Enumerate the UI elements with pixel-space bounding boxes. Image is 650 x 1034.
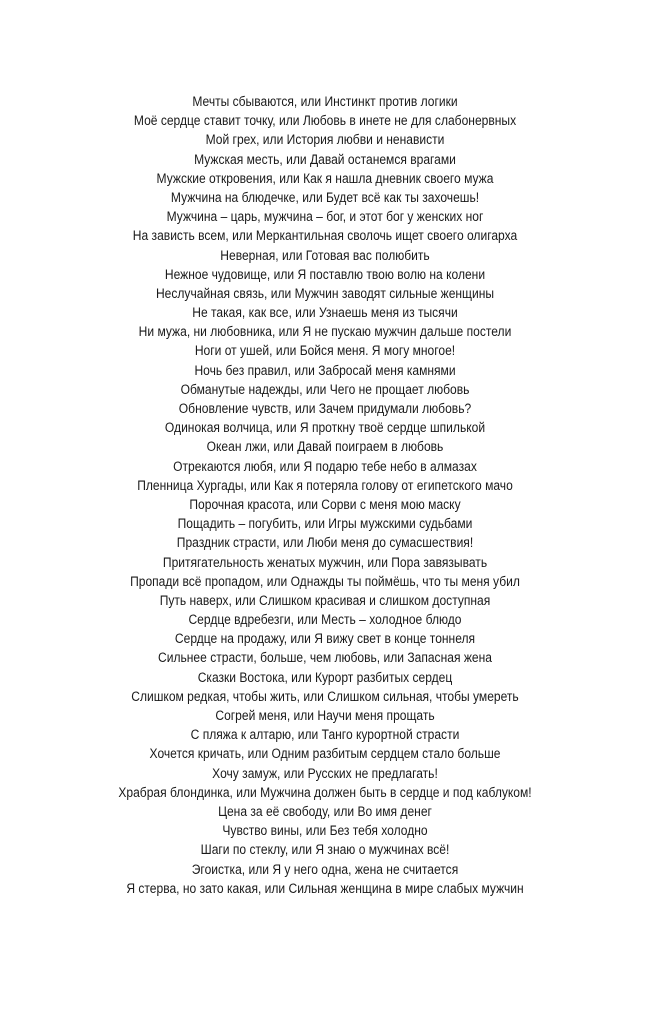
book-title-line: Храбрая блондинка, или Мужчина должен быть в сердце и под каблуком! xyxy=(118,784,532,800)
book-title-line: Пощадить – погубить, или Игры мужскими судьбами xyxy=(177,516,473,532)
book-title-list-page xyxy=(0,92,650,898)
book-title-line: Сердце вдребезги, или Месть – холодное блюдо xyxy=(188,612,462,628)
book-title-line: Притягательность женатых мужчин, или Пора завязывать xyxy=(162,554,488,570)
book-title-line: Порочная красота, или Сорви с меня мою маску xyxy=(189,496,461,512)
book-title-line: Шаги по стеклу, или Я знаю о мужчинах всё! xyxy=(200,842,450,858)
book-title-line: Мужская месть, или Давай останемся врагами xyxy=(194,151,456,167)
book-title-line: Чувство вины, или Без тебя холодно xyxy=(222,823,428,839)
book-title-line: Океан лжи, или Давай поиграем в любовь xyxy=(206,439,444,455)
book-title-line: Сильнее страсти, больше, чем любовь, или Запасная жена xyxy=(158,650,492,666)
book-title-line: Мечты сбываются, или Инстинкт против логики xyxy=(192,94,458,109)
book-title-line: Путь наверх, или Слишком красивая и слишком доступная xyxy=(159,592,491,608)
book-title-list xyxy=(0,92,650,898)
book-title-line: Мужчина – царь, мужчина – бог, и этот бог у женских ног xyxy=(166,209,484,225)
book-title-line: Неверная, или Готовая вас полюбить xyxy=(220,247,430,263)
book-title-line: Моё сердце ставит точку, или Любовь в инете не для слабонервных xyxy=(133,113,517,129)
book-title-line: Мой грех, или История любви и ненависти xyxy=(205,132,445,148)
book-title-line: Ни мужа, ни любовника, или Я не пускаю мужчин дальше постели xyxy=(138,324,512,340)
book-title-line: Сказки Востока, или Курорт разбитых сердец xyxy=(197,669,453,685)
book-title-line: Отрекаются любя, или Я подарю тебе небо в алмазах xyxy=(173,458,477,474)
book-title-line: Пропади всё пропадом, или Однажды ты поймёшь, что ты меня убил xyxy=(130,573,520,589)
book-title-line: Хочется кричать, или Одним разбитым сердцем стало больше xyxy=(149,746,501,762)
book-title-line: Нежное чудовище, или Я поставлю твою волю на колени xyxy=(164,266,486,282)
book-title-line: Цена за её свободу, или Во имя денег xyxy=(218,803,432,819)
book-title-line: Обманутые надежды, или Чего не прощает любовь xyxy=(180,381,470,397)
book-title-line: Ночь без правил, или Забросай меня камнями xyxy=(194,362,456,378)
book-title-line: Согрей меня, или Научи меня прощать xyxy=(215,708,435,723)
book-title-line: На зависть всем, или Меркантильная сволочь ищет своего олигарха xyxy=(132,228,518,244)
book-title-line: Одинокая волчица, или Я проткну твоё сердце шпилькой xyxy=(164,420,486,436)
book-title-line: Ноги от ушей, или Бойся меня. Я могу многое! xyxy=(194,343,456,359)
book-title-line: Обновление чувств, или Зачем придумали любовь? xyxy=(178,401,472,416)
book-title-line: Сердце на продажу, или Я вижу свет в конце тоннеля xyxy=(174,631,476,647)
book-title-line: Праздник страсти, или Люби меня до сумасшествия! xyxy=(176,535,474,551)
book-title-line: Не такая, как все, или Узнаешь меня из тысячи xyxy=(192,305,458,321)
book-title-line: Эгоистка, или Я у него одна, жена не считается xyxy=(191,861,459,877)
book-title-line: Я стерва, но зато какая, или Сильная женщина в мире слабых мужчин xyxy=(126,880,524,896)
book-title-line: Пленница Хургады, или Как я потеряла голову от египетского мачо xyxy=(137,477,513,493)
book-title-line: Мужчина на блюдечке, или Будет всё как ты захочешь! xyxy=(170,189,480,205)
book-title-line: Неслучайная связь, или Мужчин заводят сильные женщины xyxy=(155,285,495,301)
book-title-line: Слишком редкая, чтобы жить, или Слишком сильная, чтобы умереть xyxy=(131,688,519,704)
book-title-line: С пляжа к алтарю, или Танго курортной страсти xyxy=(190,727,460,743)
book-title-line: Мужские откровения, или Как я нашла дневник своего мужа xyxy=(156,170,494,186)
book-title-line: Хочу замуж, или Русских не предлагать! xyxy=(212,765,438,781)
